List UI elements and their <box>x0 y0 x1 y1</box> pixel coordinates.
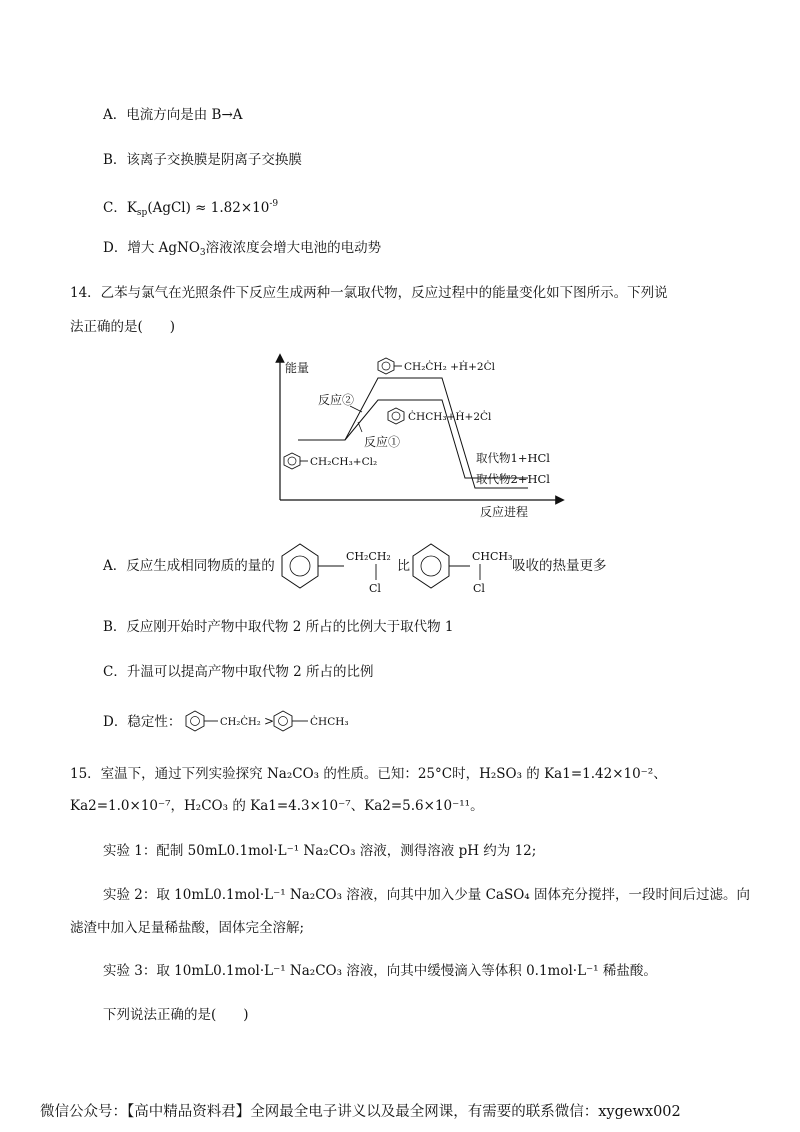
x-axis-label: 反应进程 <box>480 505 529 519</box>
q14-option-b: B．反应刚开始时产物中取代物 2 所占的比例大于取代物 1 <box>103 619 454 635</box>
benzene-ring-icon <box>284 453 308 469</box>
option-d-right: ĊHCH₃ <box>310 716 349 728</box>
option-13-b: B．该离子交换膜是阴离子交换膜 <box>103 152 302 168</box>
option-13-a: A．电流方向是由 B→A <box>103 107 243 123</box>
reaction-1-label: 反应① <box>364 435 401 449</box>
top-species-label: CH₂ĊH₂ +Ḣ+2Ċl <box>404 361 495 373</box>
reactant-label: CH₂CH₃+Cl₂ <box>310 456 378 468</box>
option-13-c <box>103 195 278 222</box>
benzene-ring-icon <box>388 408 404 424</box>
q14-option-d-prefix: D．稳定性： <box>103 714 182 730</box>
product-1-label: 取代物1+HCl <box>476 451 550 465</box>
mol2-chlorine: Cl <box>473 582 485 595</box>
benzene-ring-icon <box>378 358 402 374</box>
q15-exp2-line2: 滤渣中加入足量稀盐酸，固体完全溶解; <box>70 920 305 936</box>
benzene-ring-icon <box>413 544 470 588</box>
energy-diagram <box>270 350 570 520</box>
option-d-left: CH₂ĊH₂ <box>220 717 261 728</box>
option-13-d-prefix: D．增大 AgNO <box>103 240 200 256</box>
q15-question: 下列说法正确的是( ) <box>103 1007 249 1023</box>
mid-species-label: ĊHCH₃+Ḣ+2Ċl <box>408 411 492 423</box>
q15-stem-line2: Ka2=1.0×10⁻⁷，H₂CO₃ 的 Ka1=4.3×10⁻⁷、Ka2=5.6×10⁻¹¹。 <box>70 798 484 814</box>
benzene-ring-icon <box>274 711 308 731</box>
q14-option-c: C．升温可以提高产物中取代物 2 所占的比例 <box>103 664 374 680</box>
greater-than-sign: > <box>264 714 275 728</box>
q14-stem-line2: 法正确的是( ) <box>70 319 176 335</box>
q15-exp3: 实验 3：取 10mL0.1mol·L⁻¹ Na₂CO₃ 溶液，向其中缓慢滴入等体积 0.1mol·L⁻¹ 稀盐酸。 <box>103 963 657 979</box>
footer-note: 微信公众号：【高中精品资料君】全网最全电子讲义以及最全网课，有需要的联系微信：xygewx002 <box>40 1104 681 1120</box>
benzene-ring-icon <box>186 711 218 731</box>
option-13-c-sup: -9 <box>269 199 279 209</box>
option-13-d-sub: 3 <box>199 248 206 258</box>
reaction-2-label: 反应② <box>318 393 355 407</box>
mol1-chlorine: Cl <box>369 582 381 595</box>
option-13-c-prefix: C．K <box>103 200 137 216</box>
option-13-c-sub: sp <box>136 208 148 218</box>
q14-option-a-suffix: 吸收的热量更多 <box>512 558 607 574</box>
q15-exp2-line1: 实验 2：取 10mL0.1mol·L⁻¹ Na₂CO₃ 溶液，向其中加入少量 CaSO₄ 固体充分搅拌，一段时间后过滤。向 <box>103 887 750 903</box>
option-13-c-mid: (AgCl) ≈ 1.82×10 <box>147 200 270 216</box>
option-13-d-suffix: 溶液浓度会增大电池的电动势 <box>205 240 382 256</box>
mol2-chain: CHCH₃ <box>472 550 513 563</box>
option-13-d <box>103 239 381 262</box>
mol1-chain: CH₂CH₂ <box>346 550 391 563</box>
q14-option-d-structures <box>184 704 384 736</box>
y-axis-label: 能量 <box>285 361 310 375</box>
q15-exp1: 实验 1：配制 50mL0.1mol·L⁻¹ Na₂CO₃ 溶液，测得溶液 pH 约为 12; <box>103 843 537 859</box>
q15-stem-line1: 15．室温下，通过下列实验探究 Na₂CO₃ 的性质。已知：25°C时，H₂SO₃ 的 Ka1=1.42×10⁻²、 <box>70 766 667 782</box>
q14-option-a-prefix: A．反应生成相同物质的量的 <box>103 558 275 574</box>
q14-stem-line1: 14．乙苯与氯气在光照条件下反应生成两种一氯取代物，反应过程中的能量变化如下图所示。下列说 <box>70 285 668 301</box>
benzene-ring-icon <box>282 544 344 588</box>
product-2-label: 取代物2+HCl <box>476 472 550 486</box>
option-a-mid: 比 <box>397 559 411 574</box>
q14-option-a-structures <box>280 530 520 596</box>
